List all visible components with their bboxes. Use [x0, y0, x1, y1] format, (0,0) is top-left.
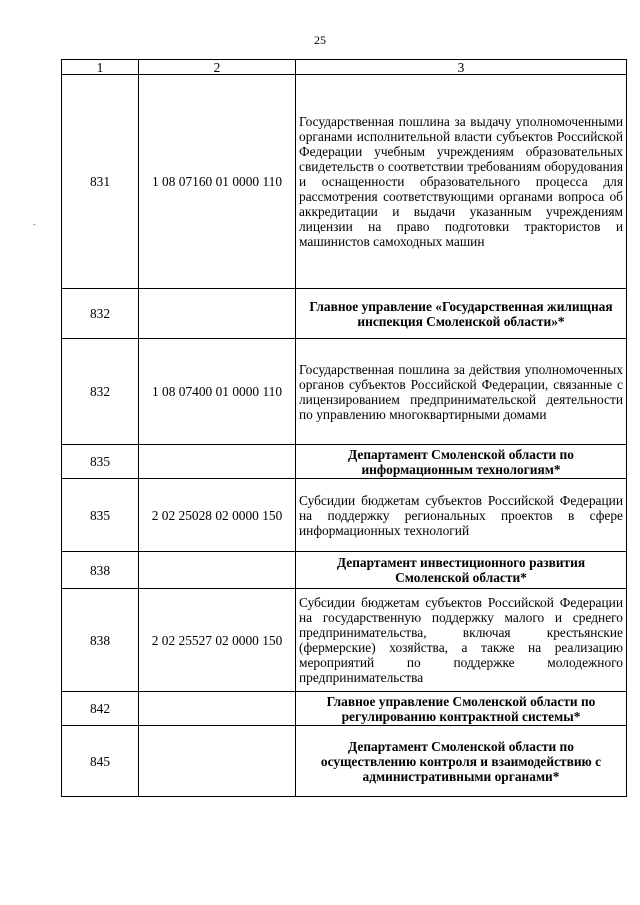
- admin-code-cell: 835: [62, 479, 139, 552]
- admin-code-cell: 842: [62, 692, 139, 726]
- revenue-description-cell: Государственная пошлина за действия уполномоченных органов субъектов Российской Федерации, связанные с лицензированием предпринимательской деятельности по управлению многоквартирными домами: [296, 339, 627, 445]
- table-row: [62, 692, 627, 726]
- table-header-row: [62, 60, 627, 75]
- table-row: [62, 479, 627, 552]
- revenue-code-cell: [139, 552, 296, 589]
- administrator-name-cell: Департамент Смоленской области по информационным технологиям*: [296, 445, 627, 479]
- table-body: [62, 60, 627, 797]
- column-header-3: 3: [296, 60, 627, 75]
- admin-code-cell: 831: [62, 75, 139, 289]
- administrator-name-cell: Главное управление «Государственная жилищная инспекция Смоленской области»*: [296, 289, 627, 339]
- admin-code-cell: 838: [62, 552, 139, 589]
- revenue-code-cell: [139, 692, 296, 726]
- administrator-name-cell: Департамент инвестиционного развития Смоленской области*: [296, 552, 627, 589]
- admin-code-cell: 835: [62, 445, 139, 479]
- admin-code-cell: 838: [62, 589, 139, 692]
- column-header-2: 2: [139, 60, 296, 75]
- revenue-code-cell: 1 08 07160 01 0000 110: [139, 75, 296, 289]
- table-row: [62, 445, 627, 479]
- revenue-description-cell: Государственная пошлина за выдачу уполномоченными органами исполнительной власти субъектов Российской Федерации учебным учреждениям образовательных свидетельств о соответствии требованиям оборудования и оснащенности образовательного процесса для рассмотрения соответствующими органами вопроса об аккредитации и выдачи указанным учреждениям лицензии на право подготовки трактористов и машинистов самоходных машин: [296, 75, 627, 289]
- table-row: [62, 75, 627, 289]
- revenue-code-cell: [139, 445, 296, 479]
- revenue-code-cell: [139, 726, 296, 797]
- admin-code-cell: 845: [62, 726, 139, 797]
- page-number: 25: [314, 33, 326, 47]
- revenue-description-cell: Субсидии бюджетам субъектов Российской Федерации на поддержку региональных проектов в сфере информационных технологий: [296, 479, 627, 552]
- revenue-code-cell: 1 08 07400 01 0000 110: [139, 339, 296, 445]
- revenue-code-cell: [139, 289, 296, 339]
- revenue-description-cell: Субсидии бюджетам субъектов Российской Федерации на государственную поддержку малого и среднего предпринимательства, включая крестьянские (фермерские) хозяйства, а также на реализацию мероприятий по поддержке молодежного предпринимательства: [296, 589, 627, 692]
- administrator-name-cell: Главное управление Смоленской области по регулированию контрактной системы*: [296, 692, 627, 726]
- table-row: [62, 339, 627, 445]
- admin-code-cell: 832: [62, 289, 139, 339]
- revenue-code-cell: 2 02 25028 02 0000 150: [139, 479, 296, 552]
- column-header-1: 1: [62, 60, 139, 75]
- budget-codes-table: [61, 59, 627, 797]
- table-row: [62, 289, 627, 339]
- margin-mark: -: [33, 220, 36, 229]
- administrator-name-cell: Департамент Смоленской области по осуществлению контроля и взаимодействию с административными органами*: [296, 726, 627, 797]
- revenue-code-cell: 2 02 25527 02 0000 150: [139, 589, 296, 692]
- table-row: [62, 552, 627, 589]
- table-row: [62, 589, 627, 692]
- table-row: [62, 726, 627, 797]
- admin-code-cell: 832: [62, 339, 139, 445]
